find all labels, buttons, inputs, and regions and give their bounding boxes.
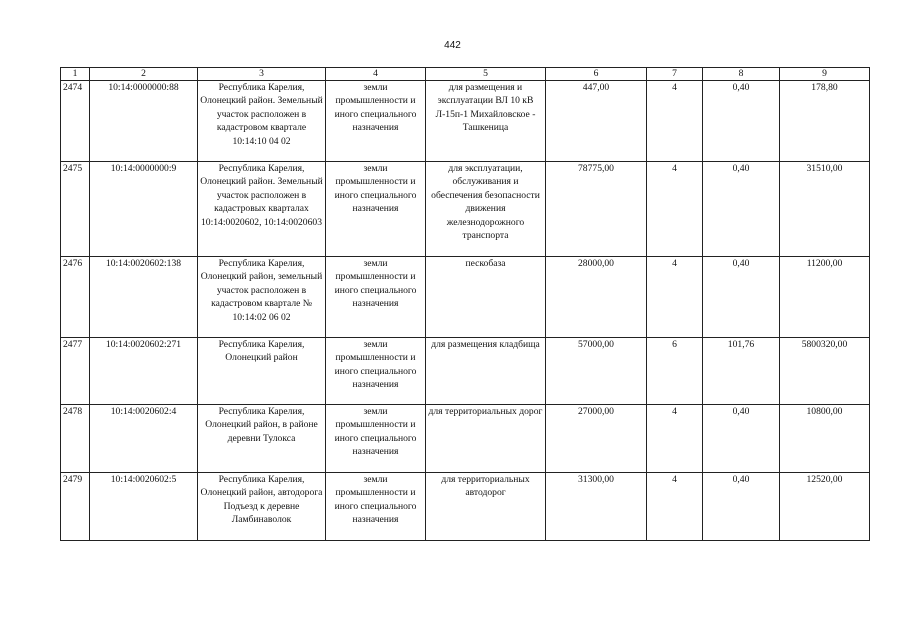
land-category: земли промышленности и иного специального назначения — [326, 257, 426, 338]
row-number: 2475 — [61, 162, 90, 257]
plot-area: 78775,00 — [546, 162, 647, 257]
table-row — [61, 81, 870, 162]
cadastral-number: 10:14:0020602:271 — [90, 338, 198, 405]
plot-location: Республика Карелия, Олонецкий район, земельный участок расположен в кадастровом квартале № 10:14:02 06 02 — [198, 257, 326, 338]
cell-col8: 0,40 — [703, 162, 780, 257]
land-category: земли промышленности и иного специального назначения — [326, 338, 426, 405]
permitted-use: для размещения кладбища — [426, 338, 546, 405]
cell-col7: 4 — [647, 473, 703, 541]
land-plots-table — [60, 67, 870, 541]
cadastral-number: 10:14:0000000:9 — [90, 162, 198, 257]
plot-location: Республика Карелия, Олонецкий район. Земельный участок расположен в кадастровом квартале 10:14:10 04 02 — [198, 81, 326, 162]
table-row — [61, 162, 870, 257]
cell-col9: 178,80 — [780, 81, 870, 162]
column-header: 1 — [61, 68, 90, 81]
column-header: 5 — [426, 68, 546, 81]
cell-col8: 0,40 — [703, 473, 780, 541]
land-category: земли промышленности и иного специального назначения — [326, 473, 426, 541]
table-row — [61, 338, 870, 405]
column-header: 7 — [647, 68, 703, 81]
plot-location: Республика Карелия, Олонецкий район, автодорога Подъезд к деревне Ламбинаволок — [198, 473, 326, 541]
cell-col9: 12520,00 — [780, 473, 870, 541]
column-header: 2 — [90, 68, 198, 81]
table-row — [61, 405, 870, 473]
cell-col9: 5800320,00 — [780, 338, 870, 405]
cell-col7: 4 — [647, 405, 703, 473]
column-header: 8 — [703, 68, 780, 81]
cadastral-number: 10:14:0020602:138 — [90, 257, 198, 338]
plot-area: 31300,00 — [546, 473, 647, 541]
cadastral-number: 10:14:0000000:88 — [90, 81, 198, 162]
permitted-use: для эксплуатации, обслуживания и обеспечения безопасности движения железнодорожного транспорта — [426, 162, 546, 257]
table-row — [61, 257, 870, 338]
plot-area: 27000,00 — [546, 405, 647, 473]
plot-area: 447,00 — [546, 81, 647, 162]
cell-col9: 31510,00 — [780, 162, 870, 257]
cell-col9: 10800,00 — [780, 405, 870, 473]
page-number: 442 — [444, 40, 461, 51]
permitted-use: для территориальных дорог — [426, 405, 546, 473]
table-row — [61, 473, 870, 541]
land-category: земли промышленности и иного специального назначения — [326, 405, 426, 473]
land-category: земли промышленности и иного специального назначения — [326, 81, 426, 162]
plot-location: Республика Карелия, Олонецкий район — [198, 338, 326, 405]
permitted-use: для размещения и эксплуатации ВЛ 10 кВ Л-15п-1 Михайловское - Ташкеница — [426, 81, 546, 162]
plot-area: 28000,00 — [546, 257, 647, 338]
plot-area: 57000,00 — [546, 338, 647, 405]
permitted-use: пескобаза — [426, 257, 546, 338]
row-number: 2474 — [61, 81, 90, 162]
column-header: 3 — [198, 68, 326, 81]
plot-location: Республика Карелия, Олонецкий район. Земельный участок расположен в кадастровых кварталах 10:14:0020602, 10:14:0020603 — [198, 162, 326, 257]
row-number: 2478 — [61, 405, 90, 473]
cell-col8: 101,76 — [703, 338, 780, 405]
cell-col9: 11200,00 — [780, 257, 870, 338]
cell-col7: 4 — [647, 162, 703, 257]
cell-col7: 4 — [647, 81, 703, 162]
cell-col7: 4 — [647, 257, 703, 338]
cell-col8: 0,40 — [703, 405, 780, 473]
column-header: 9 — [780, 68, 870, 81]
cell-col8: 0,40 — [703, 81, 780, 162]
permitted-use: для территориальных автодорог — [426, 473, 546, 541]
land-category: земли промышленности и иного специального назначения — [326, 162, 426, 257]
cell-col8: 0,40 — [703, 257, 780, 338]
cell-col7: 6 — [647, 338, 703, 405]
row-number: 2477 — [61, 338, 90, 405]
plot-location: Республика Карелия, Олонецкий район, в районе деревни Тулокса — [198, 405, 326, 473]
cadastral-number: 10:14:0020602:5 — [90, 473, 198, 541]
column-header: 4 — [326, 68, 426, 81]
column-header: 6 — [546, 68, 647, 81]
row-number: 2479 — [61, 473, 90, 541]
header-row — [61, 68, 870, 81]
row-number: 2476 — [61, 257, 90, 338]
cadastral-number: 10:14:0020602:4 — [90, 405, 198, 473]
